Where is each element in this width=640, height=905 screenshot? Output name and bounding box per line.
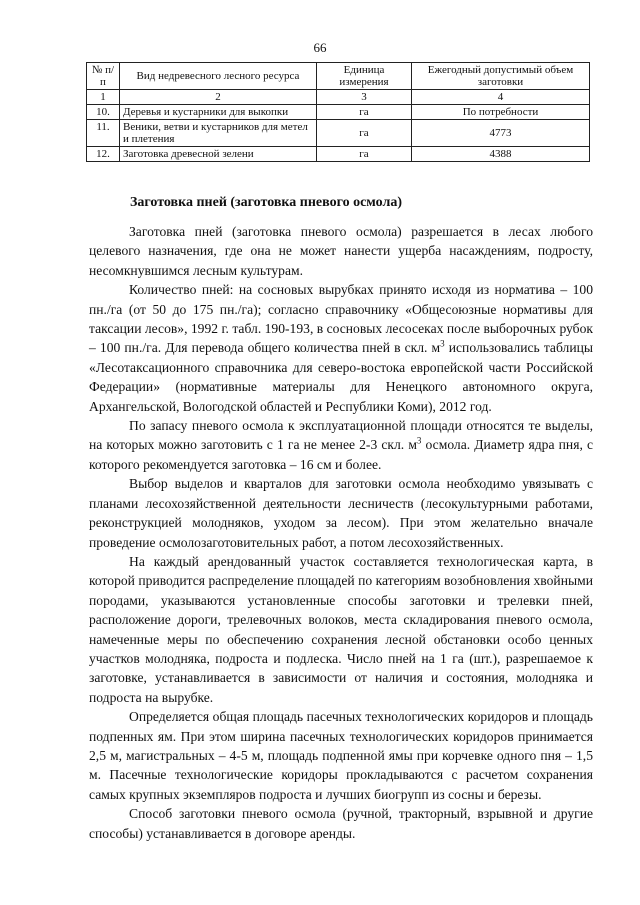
column-number-cell: 3 (317, 90, 412, 105)
row-number-cell: 12. (87, 147, 120, 162)
row-unit-cell: га (317, 147, 412, 162)
resource-table (86, 62, 590, 162)
row-unit-cell: га (317, 120, 412, 147)
row-name-cell: Заготовка древесной зелени (120, 147, 317, 162)
paragraph: Заготовка пней (заготовка пневого осмола) разрешается в лесах любого целевого назначения, где она не может нанести ущерба насаждениям, подросту, несомкнувшимся лесным культурам. (89, 224, 593, 278)
header-cell-number: № п/п (87, 63, 120, 90)
row-name-cell: Деревья и кустарники для выкопки (120, 105, 317, 120)
table-row (87, 120, 590, 147)
paragraph-text: осмола. Диаметр ядра пня, с которого рекомендуется заготовка – 16 см и более. (89, 437, 593, 472)
column-number-cell: 2 (120, 90, 317, 105)
row-number-cell: 10. (87, 105, 120, 120)
superscript: 3 (440, 338, 445, 349)
paragraph-text: По запасу пневого осмола к эксплуатационной площади относятся те выделы, на которых можно заготовить с 1 га не менее 2-3 скл. м (89, 418, 593, 453)
page-number: 66 (313, 40, 327, 55)
row-volume-cell: По потребности (412, 105, 590, 120)
row-volume-cell: 4388 (412, 147, 590, 162)
paragraph (89, 280, 593, 416)
header-cell-resource-type: Вид недревесного лесного ресурса (120, 63, 317, 90)
table-column-numbers-row (87, 90, 590, 105)
paragraph-text: Количество пней: на сосновых вырубках принято исходя из норматива – 100 пн./га (от 50 до 175 пн./га); согласно справочнику «Общесоюзные нормативы для таксации лесов», 1992 г. табл. 190-193, в сосновых лесосеках после выборочных рубок – 100 пн./га. Для перевода общего количества пней в скл. м (89, 282, 593, 356)
table-row (87, 147, 590, 162)
body-text (89, 222, 593, 843)
header-cell-volume: Ежегодный допустимый объем заготовки (412, 63, 590, 90)
superscript: 3 (416, 435, 422, 446)
section-title: Заготовка пней (заготовка пневого осмола) (130, 195, 402, 210)
column-number-cell: 1 (87, 90, 120, 105)
paragraph: На каждый арендованный участок составляется технологическая карта, в которой приводится распределение площадей по категориям возобновления хвойными породами, указываются установленные способы заготовки и трелевки пней, расположение дороги, трелевочных волоков, места складирования пневого осмола, намеченные меры по обеспечению сохранения лесной обстановки особо ценных участков молодняка, подроста и подлеска. Число пней на 1 га (шт.), разрешаемое к заготовке, устанавливается в зависимости от наличия и состояния, молодняка и подроста на вырубке. (89, 553, 593, 705)
table-header-row (87, 63, 590, 90)
paragraph: Выбор выделов и кварталов для заготовки осмола необходимо увязывать с планами лесохозяйственной деятельности лесничеств (лесокультурными работами, реконструкцией молодняков, уходом за лесом). При этом желательно вначале проведение осмолозаготовительных работ, а потом лесохозяйственных. (89, 476, 593, 550)
row-unit-cell: га (317, 105, 412, 120)
paragraph (89, 416, 593, 474)
paragraph: Способ заготовки пневого осмола (ручной, тракторный, взрывной и другие способы) устанавливается в договоре аренды. (89, 806, 593, 841)
paragraph-text: использовались таблицы «Лесотаксационного справочника для северо-востока европейской части Российской Федерации» (нормативные материалы для Ненецкого автономного округа, Архангельской, Вологодской областей и Республики Коми), 2012 год. (89, 340, 593, 414)
table-row (87, 105, 590, 120)
row-number-cell: 11. (87, 120, 120, 147)
column-number-cell: 4 (412, 90, 590, 105)
header-cell-unit: Единица измерения (317, 63, 412, 90)
row-name-cell: Веники, ветви и кустарников для метел и плетения (120, 120, 317, 147)
paragraph: Определяется общая площадь пасечных технологических коридоров и площадь подпенных ям. При этом ширина пасечных технологических коридоров принимается 2,5 м, магистральных – 4-5 м, площадь подпенной ямы при корчевке одного пня – 1,5 м. Пасечные технологические коридоры прокладываются с расчетом сохранения самых крупных экземпляров подроста и лучших биогрупп из сосны и березы. (89, 709, 593, 802)
row-volume-cell: 4773 (412, 120, 590, 147)
